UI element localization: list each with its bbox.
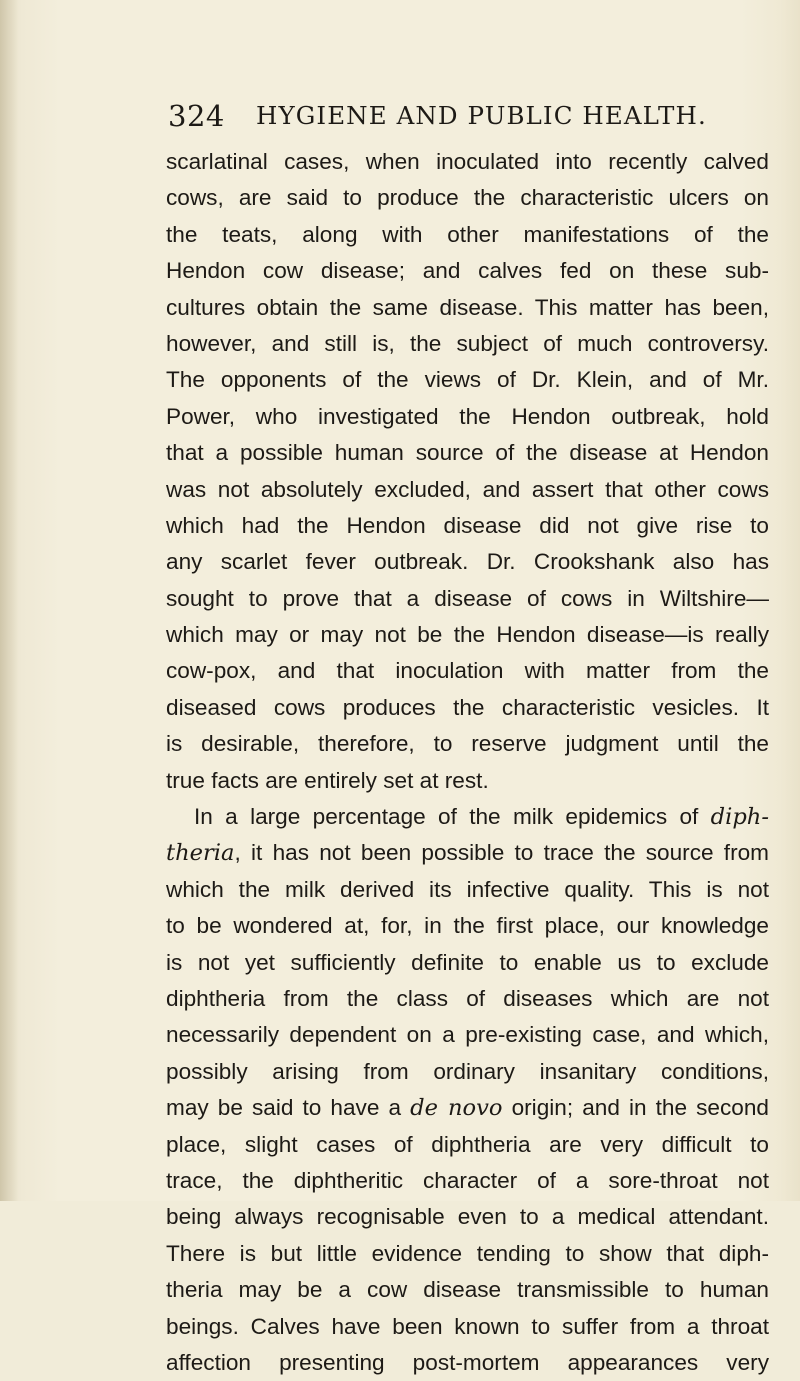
text-segment: The opponents of the views of Dr. Klein, and of Mr. xyxy=(166,367,769,393)
text-segment: possibly arising from ordinary insanitary conditions, xyxy=(166,1058,769,1084)
page-binding-shadow xyxy=(0,0,18,1201)
text-segment: which may or may not be the Hendon disease—is really xyxy=(166,622,769,648)
page-number: 324 xyxy=(168,99,225,133)
text-line xyxy=(166,1017,769,1053)
text-line xyxy=(166,1345,769,1381)
text-line xyxy=(166,726,769,762)
text-segment: necessarily dependent on a pre-existing case, and which, xyxy=(166,1022,769,1048)
text-segment: Hendon cow disease; and calves fed on these sub- xyxy=(166,258,769,284)
text-segment: true facts are entirely set at rest. xyxy=(166,767,489,793)
text-segment: theria may be a cow disease transmissible to human xyxy=(166,1277,769,1303)
text-segment: affection presenting post-mortem appearances very xyxy=(166,1349,769,1375)
text-line xyxy=(166,1272,769,1308)
text-segment: the teats, along with other manifestations of the xyxy=(166,221,769,247)
text-segment: origin; and in the second xyxy=(502,1095,769,1121)
text-line xyxy=(166,945,769,981)
text-line xyxy=(166,217,769,253)
text-line xyxy=(166,508,769,544)
text-segment: is not yet sufficiently definite to enable us to exclude xyxy=(166,949,769,975)
text-segment: any scarlet fever outbreak. Dr. Crookshank also has xyxy=(166,549,769,575)
text-line xyxy=(166,180,769,216)
text-line xyxy=(166,472,769,508)
text-line xyxy=(166,1236,769,1272)
text-segment: which the milk derived its infective quality. This is not xyxy=(166,876,769,902)
text-line xyxy=(166,544,769,580)
text-segment: sought to prove that a disease of cows in Wiltshire— xyxy=(166,585,769,611)
text-segment: In a large percentage of the milk epidemics of xyxy=(194,804,711,830)
text-line xyxy=(166,835,769,871)
text-segment: that a possible human source of the disease at Hendon xyxy=(166,440,769,466)
text-segment: being always recognisable even to a medical attendant. xyxy=(166,1204,769,1230)
text-line xyxy=(166,763,769,799)
text-segment: may be said to have a xyxy=(166,1095,411,1121)
text-segment: , it has not been possible to trace the source from xyxy=(234,840,769,866)
text-line xyxy=(166,872,769,908)
text-segment: which had the Hendon disease did not give rise to xyxy=(166,512,769,538)
text-segment: however, and still is, the subject of much controversy. xyxy=(166,330,769,356)
body-text xyxy=(166,144,769,1381)
text-line xyxy=(166,253,769,289)
text-line xyxy=(166,908,769,944)
text-line xyxy=(166,690,769,726)
text-line xyxy=(166,653,769,689)
text-line xyxy=(166,144,769,180)
text-line xyxy=(166,617,769,653)
text-line xyxy=(166,1309,769,1345)
text-line xyxy=(166,581,769,617)
text-line xyxy=(166,435,769,471)
text-line xyxy=(166,1090,769,1126)
text-segment: place, slight cases of diphtheria are very difficult to xyxy=(166,1131,769,1157)
text-line xyxy=(166,1199,769,1235)
page-header xyxy=(168,96,728,136)
text-line xyxy=(166,290,769,326)
text-line xyxy=(166,326,769,362)
text-segment: scarlatinal cases, when inoculated into recently calved xyxy=(166,149,769,174)
text-line xyxy=(166,399,769,435)
text-line xyxy=(166,362,769,398)
italic-text: de novo xyxy=(410,1095,503,1122)
text-line xyxy=(166,1054,769,1090)
text-segment: to be wondered at, for, in the first place, our knowledge xyxy=(166,913,769,939)
text-segment: trace, the diphtheritic character of a sore-throat not xyxy=(166,1167,769,1193)
text-segment: cows, are said to produce the characteristic ulcers on xyxy=(166,185,769,211)
text-segment: diseased cows produces the characteristic vesicles. It xyxy=(166,694,769,720)
text-segment: is desirable, therefore, to reserve judgment until the xyxy=(166,731,769,757)
text-line xyxy=(166,981,769,1017)
text-segment: There is but little evidence tending to show that diph- xyxy=(166,1240,769,1266)
text-line xyxy=(166,1163,769,1199)
text-segment: Power, who investigated the Hendon outbreak, hold xyxy=(166,403,769,429)
text-segment: beings. Calves have been known to suffer from a throat xyxy=(166,1313,769,1339)
text-segment: cultures obtain the same disease. This matter has been, xyxy=(166,294,769,320)
text-line xyxy=(166,799,769,835)
text-line xyxy=(166,1127,769,1163)
text-segment: was not absolutely excluded, and assert that other cows xyxy=(166,476,769,502)
italic-text: theria xyxy=(166,840,235,867)
text-segment: cow-pox, and that inoculation with matter from the xyxy=(166,658,769,684)
text-segment: diphtheria from the class of diseases which are not xyxy=(166,985,769,1011)
italic-text: diph- xyxy=(710,804,769,831)
running-title: HYGIENE AND PUBLIC HEALTH. xyxy=(256,101,707,130)
